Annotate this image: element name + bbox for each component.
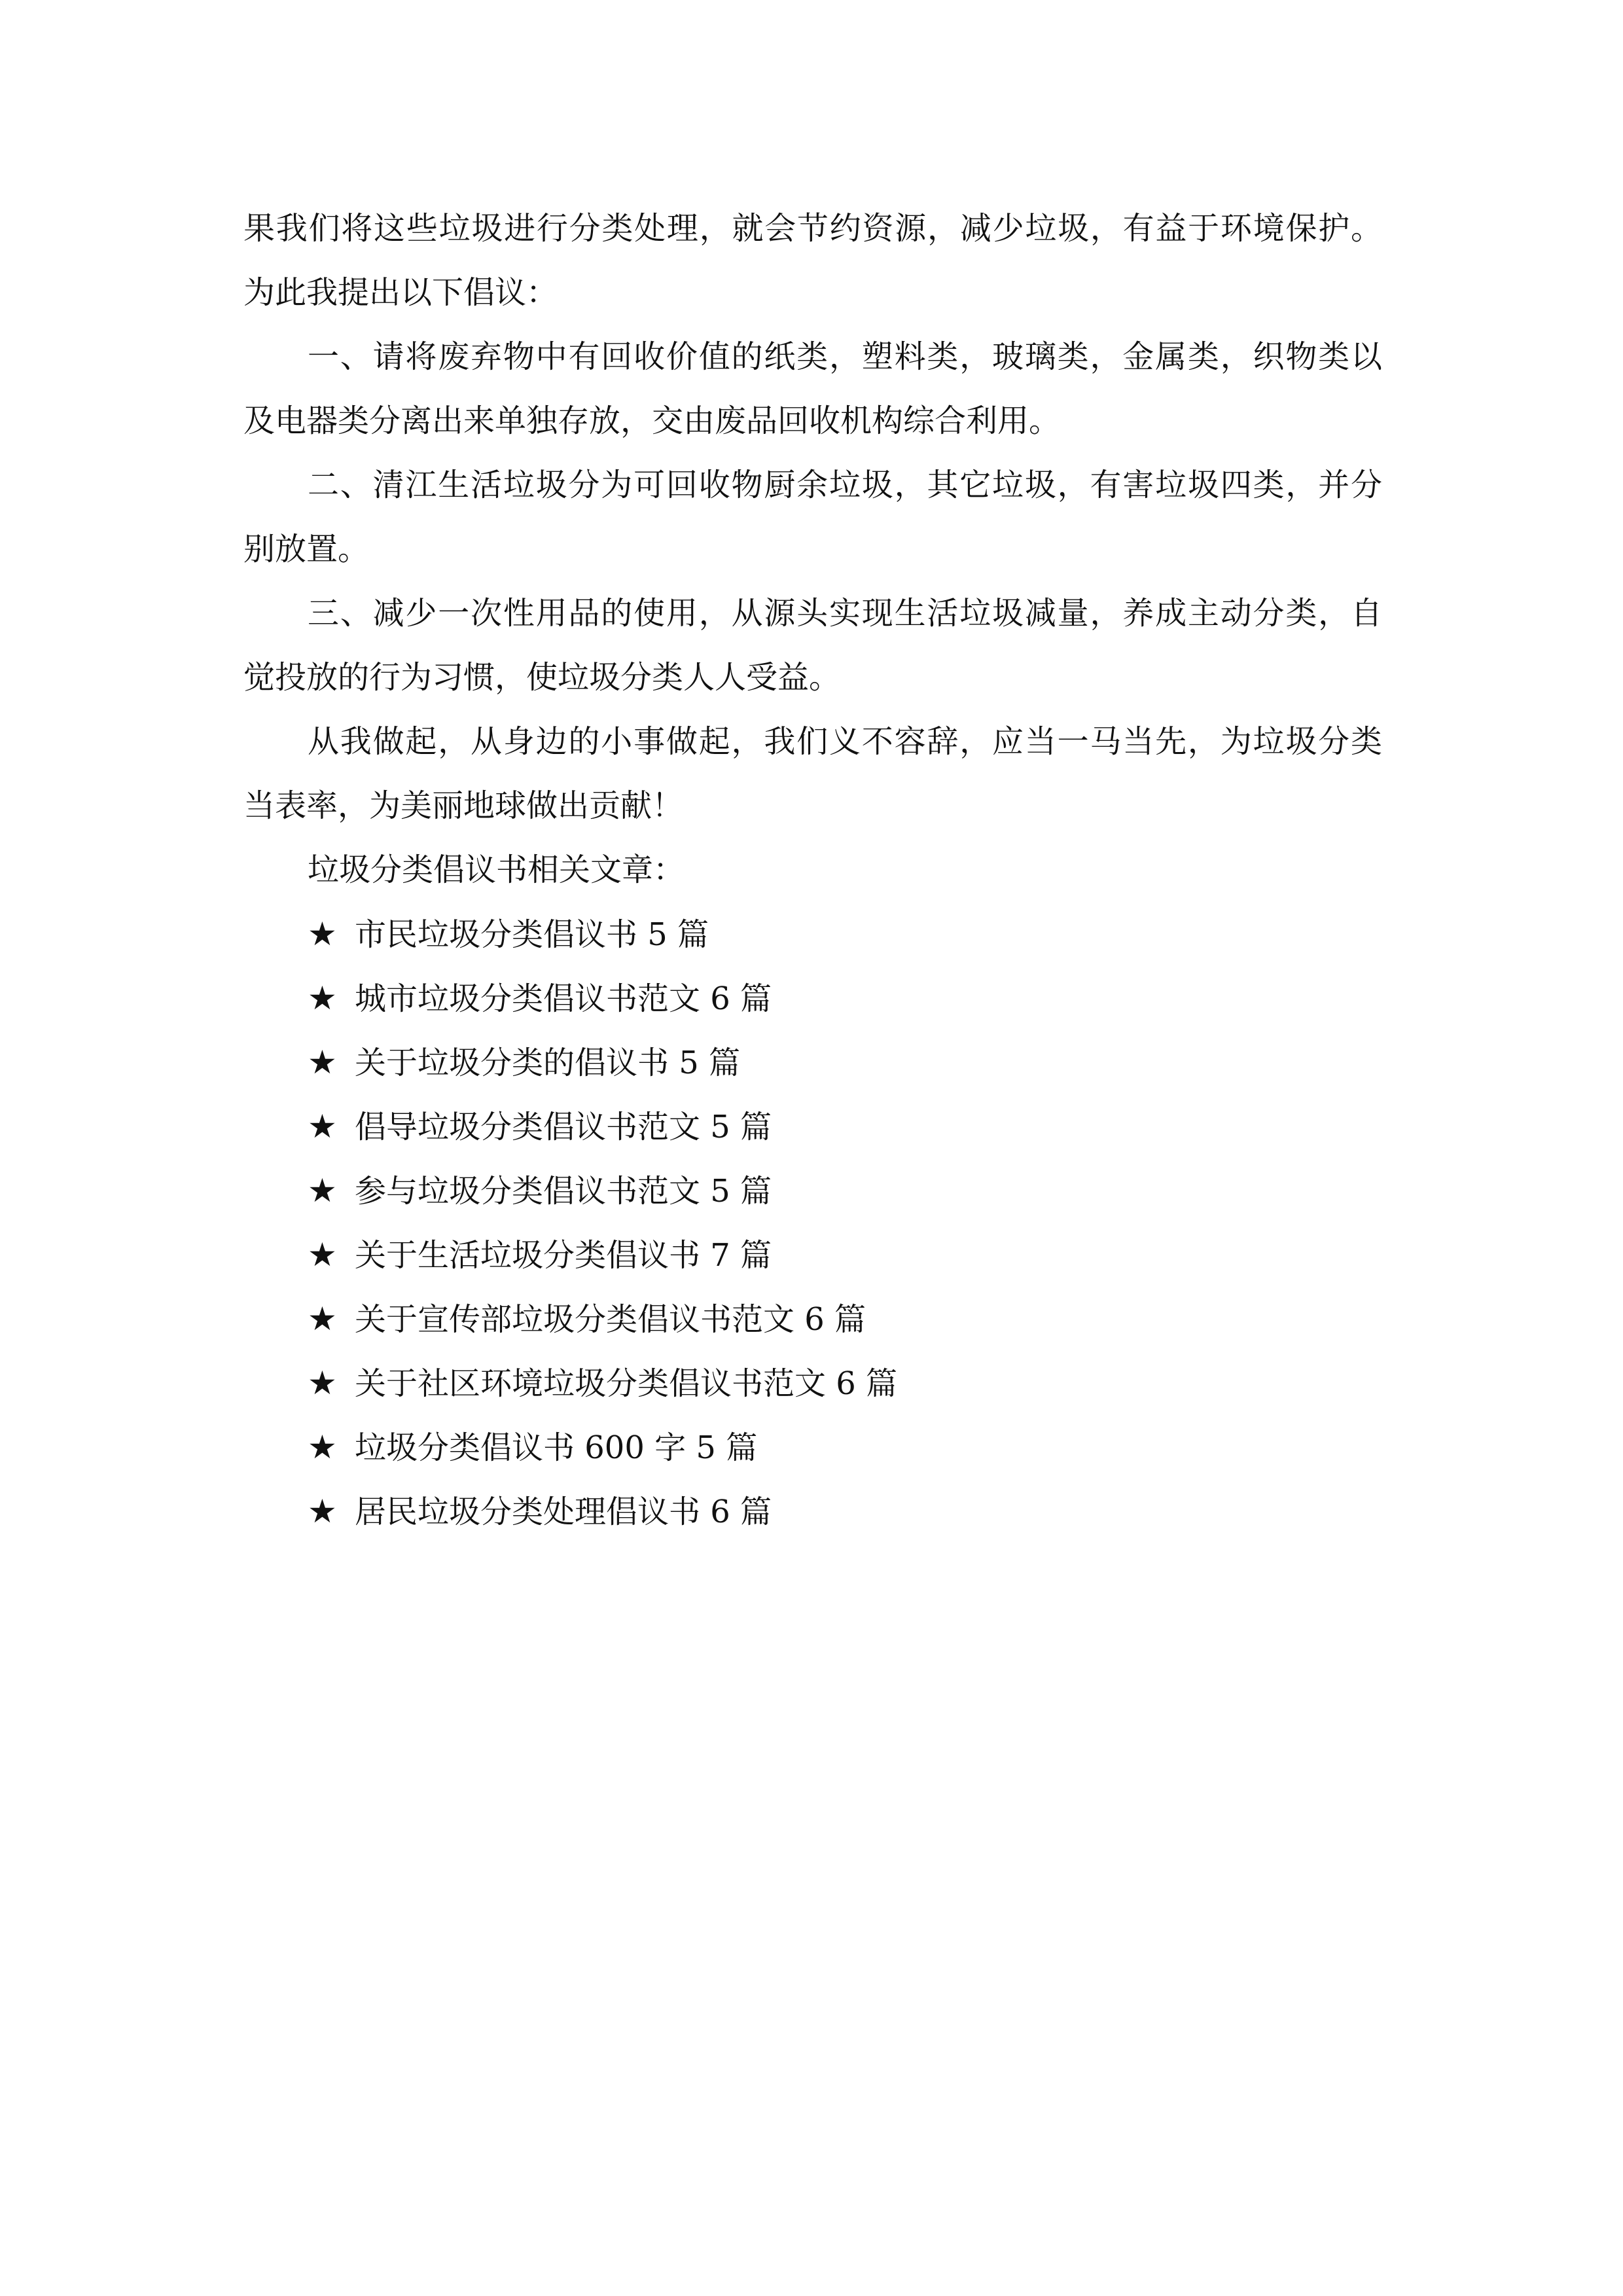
related-article-link[interactable]: 垃圾分类倡议书 600 字 5 篇 [355, 1429, 758, 1466]
related-article-link[interactable]: 城市垃圾分类倡议书范文 6 篇 [355, 980, 772, 1017]
document-body [243, 196, 1382, 1543]
star-icon: ★ [308, 1428, 337, 1466]
paragraph-line: 及电器类分离出来单独存放，交由废品回收机构综合利用。 [243, 403, 1061, 439]
related-article-link[interactable]: 参与垃圾分类倡议书范文 5 篇 [355, 1173, 772, 1210]
related-article-link[interactable]: 市民垃圾分类倡议书 5 篇 [355, 916, 709, 953]
star-icon: ★ [308, 1236, 337, 1274]
related-article-link[interactable]: 关于垃圾分类的倡议书 5 篇 [355, 1045, 741, 1081]
paragraph-line: 为此我提出以下倡议： [243, 274, 558, 311]
related-articles-list [243, 902, 1382, 1543]
paragraph-line: 当表率，为美丽地球做出贡献！ [243, 787, 684, 824]
star-icon: ★ [308, 1300, 337, 1338]
list-item [243, 1287, 1382, 1351]
list-item [243, 1479, 1382, 1543]
list-item [243, 1030, 1382, 1094]
related-article-link[interactable]: 关于宣传部垃圾分类倡议书范文 6 篇 [355, 1301, 866, 1338]
paragraph-line: 二、清江生活垃圾分为可回收物厨余垃圾，其它垃圾，有害垃圾四类，并分 [308, 467, 1382, 503]
list-item [243, 1158, 1382, 1223]
related-article-link[interactable]: 关于生活垃圾分类倡议书 7 篇 [355, 1237, 772, 1274]
star-icon: ★ [308, 979, 337, 1017]
star-icon: ★ [308, 1043, 337, 1081]
star-icon: ★ [308, 915, 337, 953]
list-item [243, 1415, 1382, 1479]
list-item [243, 966, 1382, 1030]
list-item [243, 1223, 1382, 1287]
paragraph-line: 觉投放的行为习惯，使垃圾分类人人受益。 [243, 659, 841, 696]
star-icon: ★ [308, 1492, 337, 1530]
related-article-link[interactable]: 倡导垃圾分类倡议书范文 5 篇 [355, 1109, 772, 1145]
star-icon: ★ [308, 1172, 337, 1210]
paragraph-line: 一、请将废弃物中有回收价值的纸类，塑料类，玻璃类，金属类，织物类以 [308, 338, 1382, 375]
related-articles-heading: 垃圾分类倡议书相关文章： [308, 852, 685, 888]
star-icon: ★ [308, 1107, 337, 1145]
paragraph-line: 果我们将这些垃圾进行分类处理，就会节约资源，减少垃圾，有益于环境保护。 [243, 210, 1382, 247]
list-item [243, 1094, 1382, 1158]
paragraph-line: 三、减少一次性用品的使用，从源头实现生活垃圾减量，养成主动分类，自 [308, 595, 1382, 632]
paragraph-line: 别放置。 [243, 531, 370, 567]
related-article-link[interactable]: 关于社区环境垃圾分类倡议书范文 6 篇 [355, 1365, 898, 1402]
star-icon: ★ [308, 1364, 337, 1402]
paragraph-line: 从我做起，从身边的小事做起，我们义不容辞，应当一马当先，为垃圾分类 [308, 723, 1382, 760]
list-item [243, 1351, 1382, 1415]
list-item [243, 902, 1382, 966]
related-article-link[interactable]: 居民垃圾分类处理倡议书 6 篇 [355, 1494, 772, 1530]
